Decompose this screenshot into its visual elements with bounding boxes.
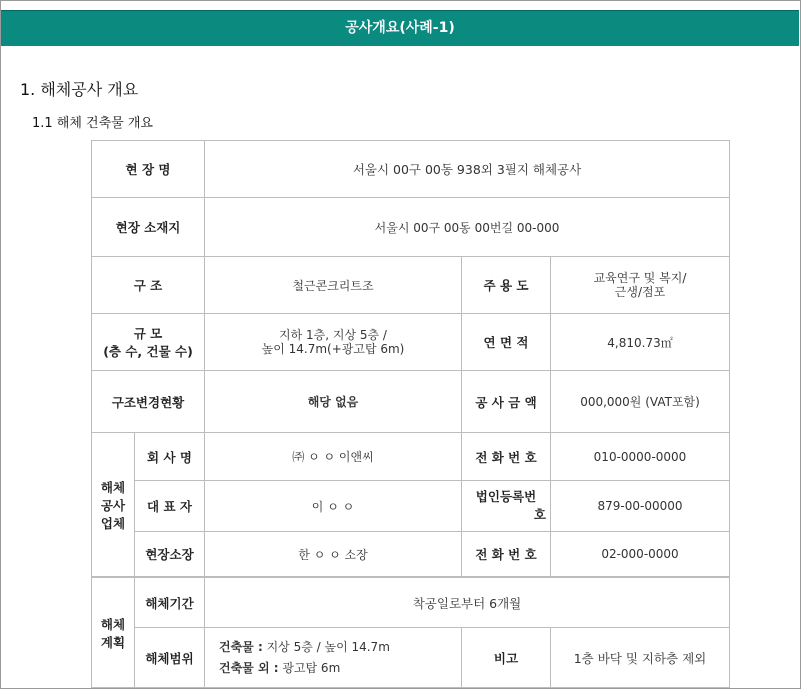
site-manager-value: 한 ㅇ ㅇ 소장 [205,532,462,577]
scope-label: 해체범위 [135,628,205,688]
period-value: 착공일로부터 6개월 [205,578,730,628]
cost-label: 공 사 금 액 [462,371,551,433]
use-value [551,257,730,314]
location-label: 현장 소재지 [92,198,205,257]
scale-value [205,314,462,371]
note-label: 비고 [462,628,551,688]
plan-group-line2: 계획 [100,634,126,650]
section-heading: 1. 해체공사 개요 [20,80,139,99]
scale-label-line2: (층 수, 건물 수) [103,344,193,359]
demolition-plan-table [91,577,730,688]
ceo-label: 대 표 자 [135,481,205,532]
contractor-group-line3: 업체 [100,515,126,531]
use-value-line2: 근생/점포 [614,285,666,299]
scope-line1 [219,637,457,658]
contractor-group-label [92,433,135,577]
structural-change-label: 구조변경현황 [92,371,205,433]
scope-line2-bold: 건축물 외 : [219,660,279,675]
phone2-value: 02-000-0000 [551,532,730,577]
contractor-group-line2: 공사 [100,497,126,513]
plan-group-line1: 해체 [100,616,126,632]
use-label: 주 용 도 [462,257,551,314]
scope-value [205,628,462,688]
area-value: 4,810.73㎡ [551,314,730,371]
registration-label-line1: 법인등록번 [475,489,537,504]
building-overview-table [91,140,730,577]
contractor-group-line1: 해체 [100,479,126,495]
structural-change-value: 해당 없음 [205,371,462,433]
phone2-label: 전 화 번 호 [462,532,551,577]
company-label: 회 사 명 [135,433,205,481]
scale-value-line1: 지하 1층, 지상 5층 / [279,328,387,342]
scale-label-line1: 규 모 [133,326,163,341]
location-value: 서울시 00구 00동 00번길 00-000 [205,198,730,257]
subsection-heading: 1.1 해체 건축물 개요 [32,116,153,131]
scope-line1-rest: 지상 5층 / 높이 14.7m [262,639,390,654]
structure-value: 철근콘크리트조 [205,257,462,314]
site-name-label: 현 장 명 [92,141,205,198]
structure-label: 구 조 [92,257,205,314]
site-manager-label: 현장소장 [135,532,205,577]
registration-value: 879-00-00000 [551,481,730,532]
scope-line1-bold: 건축물 : [219,639,263,654]
scope-line2 [219,658,457,679]
plan-group-label [92,578,135,688]
scale-label [92,314,205,371]
note-value: 1층 바닥 및 지하층 제외 [551,628,730,688]
phone-value: 010-0000-0000 [551,433,730,481]
cost-value: 000,000원 (VAT포함) [551,371,730,433]
page-header-title: 공사개요(사례-1) [1,10,799,46]
phone-label: 전 화 번 호 [462,433,551,481]
company-value: ㈜ ㅇ ㅇ 이앤씨 [205,433,462,481]
site-name-value: 서울시 00구 00동 938외 3필지 해체공사 [205,141,730,198]
use-value-line1: 교육연구 및 복지/ [593,271,687,285]
area-label: 연 면 적 [462,314,551,371]
scale-value-line2: 높이 14.7m(+광고탑 6m) [261,342,405,356]
ceo-value: 이 ㅇ ㅇ [205,481,462,532]
period-label: 해체기간 [135,578,205,628]
scope-line2-rest: 광고탑 6m [278,660,341,675]
registration-label [462,481,551,532]
registration-label-line2: 호 [533,507,546,522]
